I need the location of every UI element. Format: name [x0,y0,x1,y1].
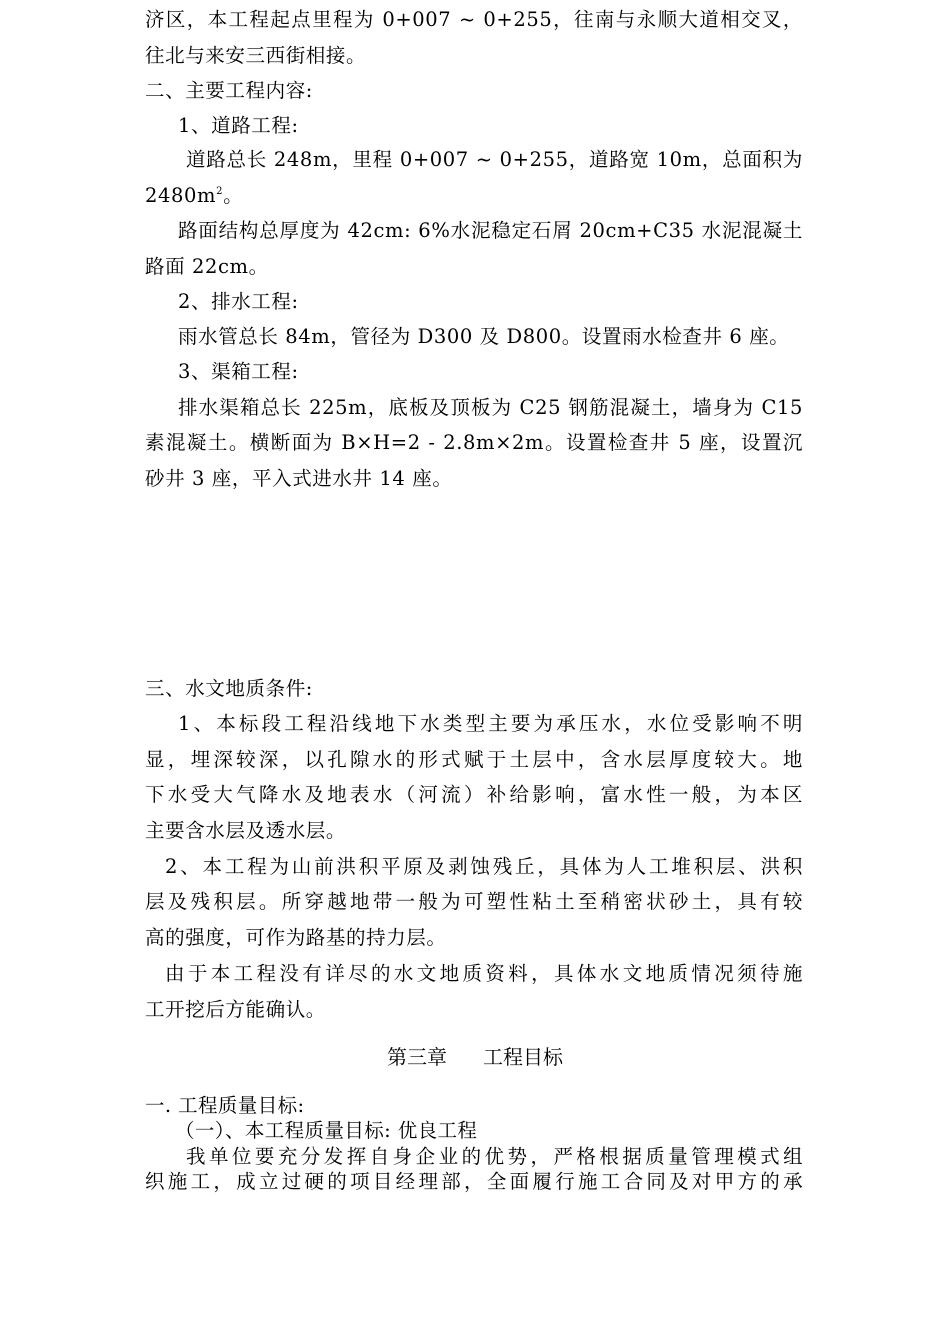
road-works-line-4: 路面 22cm。 [145,255,269,278]
hydrogeology-p2-line-2: 层及残积层。所穿越地带一般为可塑性粘土至稍密状砂土，具有较 [145,890,803,913]
hydrogeology-p1-line-4: 主要含水层及透水层。 [145,819,347,842]
culvert-works-line-2: 素混凝土。横断面为 B×H=2 - 2.8m×2m。设置检查井 5 座，设置沉 [145,431,803,454]
culvert-works-line-1: 排水渠箱总长 225m，底板及顶板为 C25 钢筋混凝土，墙身为 C15 [178,396,803,419]
quality-body-line-2: 织施工，成立过硬的项目经理部，全面履行施工合同及对甲方的承 [145,1170,803,1193]
chapter-heading [0,1045,950,1069]
hydrogeology-p3-line-2: 工开挖后方能确认。 [145,998,326,1021]
hydrogeology-p1-line-2: 显，埋深较深，以孔隙水的形式赋于土层中，含水层厚度较大。地 [145,748,803,771]
quality-goal-title: 一. 工程质量目标: [145,1094,305,1117]
chapter-number: 第三章 [387,1045,447,1069]
quality-goal-subtitle: （一）、本工程质量目标: 优良工程 [175,1119,478,1142]
chapter-title: 工程目标 [483,1045,563,1069]
quality-body-line-1: 我单位要充分发挥自身企业的优势，严格根据质量管理模式组 [186,1145,803,1168]
section-hydrogeology-title: 三、水文地质条件: [145,677,313,700]
road-works-line-2 [145,184,243,208]
road-works-line-3: 路面结构总厚度为 42cm: 6%水泥稳定石屑 20cm+C35 水泥混凝土 [178,219,803,242]
road-area-value: 2480m [145,184,217,207]
hydrogeology-p3-line-1: 由于本工程没有详尽的水文地质资料，具体水文地质情况须待施 [165,962,803,985]
hydrogeology-p2-line-1: 2、本工程为山前洪积平原及剥蚀残丘，具体为人工堆积层、洪积 [165,855,803,878]
drainage-works-title: 2、排水工程: [178,290,299,313]
culvert-works-line-3: 砂井 3 座，平入式进水井 14 座。 [145,467,453,490]
location-line-2: 往北与来安三西街相接。 [145,44,367,67]
culvert-works-title: 3、渠箱工程: [178,360,299,383]
hydrogeology-p1-line-3: 下水受大气降水及地表水（河流）补给影响，富水性一般，为本区 [145,783,803,806]
hydrogeology-p2-line-3: 高的强度，可作为路基的持力层。 [145,926,447,949]
road-works-line-1: 道路总长 248m，里程 0+007 ~ 0+255，道路宽 10m，总面积为 [186,148,803,171]
drainage-works-line-1: 雨水管总长 84m，管径为 D300 及 D800。设置雨水检查井 6 座。 [178,325,790,348]
road-area-superscript: 2 [216,186,224,197]
section-main-content-title: 二、主要工程内容: [145,79,313,102]
location-line-1: 济区，本工程起点里程为 0+007 ~ 0+255，往南与永顺大道相交叉， [145,8,803,31]
road-works-title: 1、道路工程: [178,114,299,137]
road-area-end: 。 [223,184,244,207]
hydrogeology-p1-line-1: 1、本标段工程沿线地下水类型主要为承压水，水位受影响不明 [178,712,803,735]
